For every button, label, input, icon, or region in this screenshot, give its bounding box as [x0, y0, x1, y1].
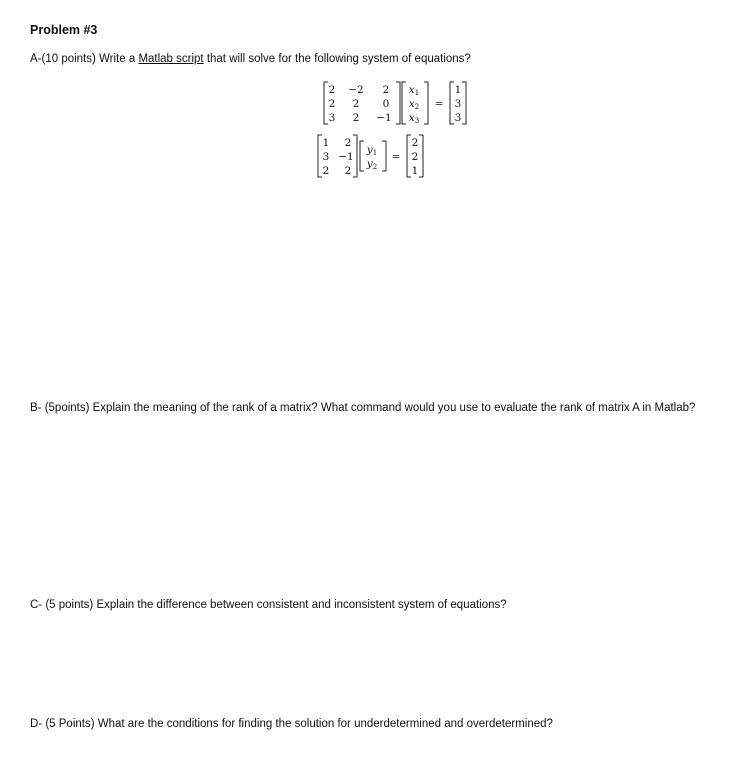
eq2-a31: 2: [322, 165, 330, 177]
eq2-y1: y1: [366, 144, 378, 157]
eq2-a21: 3: [322, 151, 330, 163]
eq1-a33: −1: [376, 112, 392, 124]
matlab-script-link[interactable]: Matlab script: [138, 53, 204, 65]
eq1-b3: 3: [454, 112, 462, 124]
eq1-x2: x2: [408, 98, 420, 111]
eq1-equals: =: [434, 98, 444, 110]
eq1-a31: 3: [328, 112, 336, 124]
eq2-b1: 2: [411, 137, 419, 149]
eq1-b1: 1: [454, 84, 462, 96]
eq1-a13: 2: [382, 84, 390, 96]
equation-system-1: [318, 80, 468, 126]
question-d: D- (5 Points) What are the conditions for finding the solution for underdetermined and overdetermined?: [30, 718, 553, 730]
eq1-b2: 3: [454, 98, 462, 110]
eq1-a22: 2: [352, 98, 360, 110]
eq2-a12: 2: [344, 137, 352, 149]
eq2-b2: 2: [411, 151, 419, 163]
eq2-y2: y2: [366, 158, 378, 171]
eq1-a21: 2: [328, 98, 336, 110]
question-a: [30, 53, 471, 65]
question-b: B- (5points) Explain the meaning of the rank of a matrix? What command would you use to evaluate the rank of matrix A in Matlab?: [30, 402, 696, 414]
eq2-a32: 2: [344, 165, 352, 177]
question-a-prefix: A-(10 points) Write a: [30, 53, 139, 65]
eq2-a22: −1: [338, 151, 354, 163]
equation-system-2: [313, 133, 433, 179]
eq1-x1: x1: [408, 84, 420, 97]
problem-title: Problem #3: [30, 23, 98, 37]
question-a-suffix: that will solve for the following system of equations?: [203, 53, 471, 65]
eq2-a11: 1: [322, 137, 330, 149]
question-c: C- (5 points) Explain the difference between consistent and inconsistent system of equations?: [30, 599, 507, 611]
eq1-x3: x3: [408, 112, 420, 125]
eq1-a32: 2: [352, 112, 360, 124]
eq1-a23: 0: [382, 98, 390, 110]
eq2-b3: 1: [411, 165, 419, 177]
eq1-a12: −2: [348, 84, 364, 96]
eq1-a11: 2: [328, 84, 336, 96]
eq2-equals: =: [391, 151, 401, 163]
